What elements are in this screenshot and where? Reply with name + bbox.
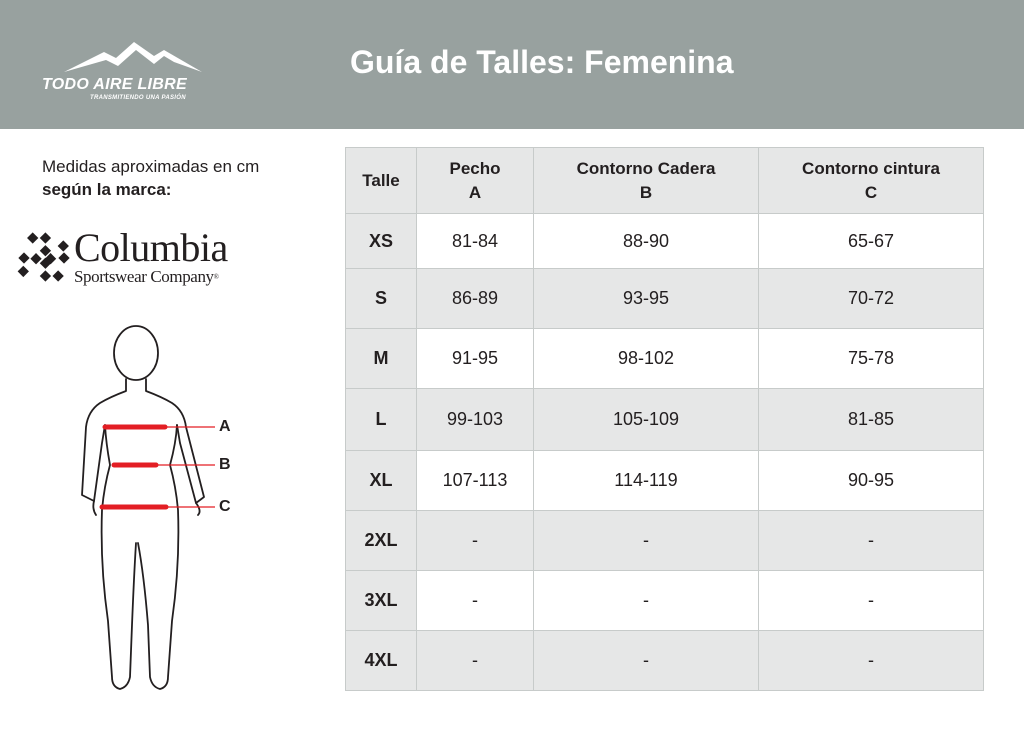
pecho-cell: 99-103 [417, 389, 534, 451]
pecho-cell: 86-89 [417, 269, 534, 329]
label-c: C [219, 498, 231, 515]
table-row [346, 631, 984, 691]
pecho-cell: 91-95 [417, 329, 534, 389]
logo-name: TODO AIRE LIBRE [42, 76, 187, 93]
size-cell: XS [346, 214, 417, 269]
columbia-diamond-logo-icon [16, 232, 72, 284]
label-a: A [219, 418, 231, 435]
table-row [346, 451, 984, 511]
table-row [346, 269, 984, 329]
size-cell: 2XL [346, 511, 417, 571]
table-row [346, 571, 984, 631]
brand-name: Columbia [74, 225, 228, 270]
cadera-cell: 114-119 [534, 451, 759, 511]
table-row [346, 511, 984, 571]
page-title: Guía de Talles: Femenina [350, 44, 734, 80]
todo-aire-libre-logo [38, 38, 213, 108]
size-cell: 3XL [346, 571, 417, 631]
cadera-cell: 88-90 [534, 214, 759, 269]
cadera-cell: 93-95 [534, 269, 759, 329]
cadera-cell: 105-109 [534, 389, 759, 451]
table-row [346, 214, 984, 269]
table-row [346, 329, 984, 389]
size-cell: L [346, 389, 417, 451]
size-table [345, 147, 984, 691]
label-b: B [219, 456, 231, 473]
cintura-cell: 75-78 [759, 329, 984, 389]
pecho-cell: - [417, 571, 534, 631]
cadera-cell: 98-102 [534, 329, 759, 389]
size-cell: M [346, 329, 417, 389]
cadera-cell: - [534, 511, 759, 571]
cintura-cell: - [759, 511, 984, 571]
intro-text [42, 155, 259, 201]
page-header [0, 0, 1024, 129]
header-pecho: Pecho A [417, 148, 534, 214]
cintura-cell: 81-85 [759, 389, 984, 451]
cintura-cell: 70-72 [759, 269, 984, 329]
table-header-row [346, 148, 984, 214]
cintura-cell: 65-67 [759, 214, 984, 269]
pecho-cell: - [417, 631, 534, 691]
mountain-logo-icon [64, 38, 214, 74]
pecho-cell: 107-113 [417, 451, 534, 511]
cintura-cell: - [759, 631, 984, 691]
size-cell: S [346, 269, 417, 329]
columbia-logo [16, 225, 276, 298]
logo-tagline: TRANSMITIENDO UNA PASIÓN [90, 95, 186, 101]
cadera-cell: - [534, 571, 759, 631]
cadera-cell: - [534, 631, 759, 691]
pecho-cell: - [417, 511, 534, 571]
female-body-outline-icon [80, 325, 230, 695]
size-cell: 4XL [346, 631, 417, 691]
table-row [346, 389, 984, 451]
intro-line-2: según la marca: [42, 180, 172, 199]
brand-sub-text: Sportswear Company [74, 267, 214, 286]
header-talle: Talle [346, 148, 417, 214]
intro-line-1: Medidas aproximadas en cm [42, 157, 260, 176]
registered-mark: ® [213, 273, 219, 281]
header-cadera: Contorno Cadera B [534, 148, 759, 214]
pecho-cell: 81-84 [417, 214, 534, 269]
size-cell: XL [346, 451, 417, 511]
header-cintura: Contorno cintura C [759, 148, 984, 214]
brand-subtitle [74, 268, 219, 286]
cintura-cell: - [759, 571, 984, 631]
cintura-cell: 90-95 [759, 451, 984, 511]
